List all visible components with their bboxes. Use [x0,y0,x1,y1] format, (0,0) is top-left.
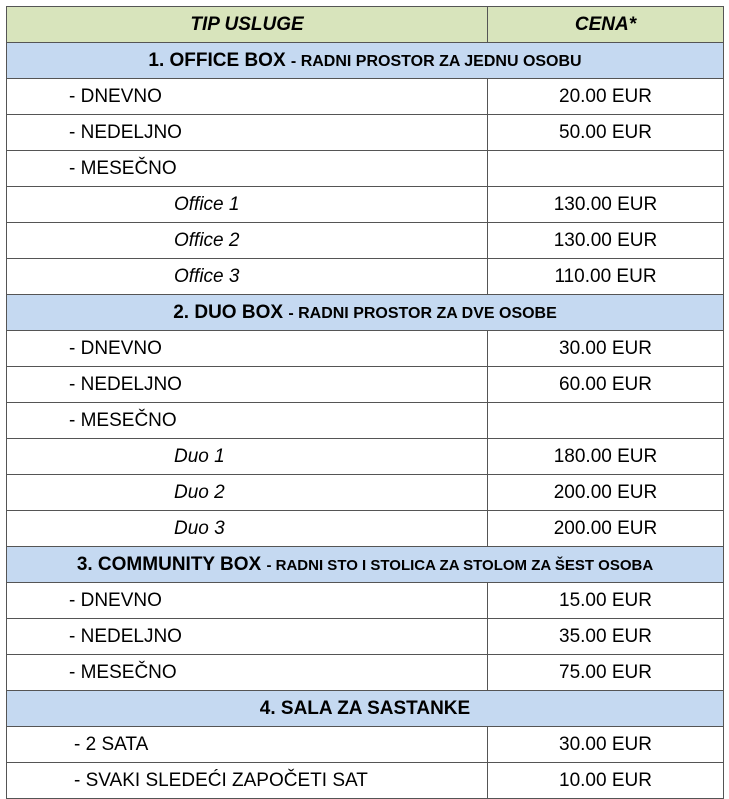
row-price: 50.00 EUR [488,115,724,151]
section-subtitle: - RADNI PROSTOR ZA DVE OSOBE [288,304,557,322]
row-label: - NEDELJNO [7,115,488,151]
table-row [7,151,724,187]
header-service-type: TIP USLUGE [7,7,488,43]
row-price: 200.00 EUR [488,511,724,547]
table-row [7,331,724,367]
section-subtitle: - RADNI PROSTOR ZA JEDNU OSOBU [290,52,582,70]
row-price: 15.00 EUR [488,583,724,619]
row-label: Office 1 [7,187,488,223]
row-label: - DNEVNO [7,583,488,619]
row-label: - DNEVNO [7,331,488,367]
table-row [7,223,724,259]
table-row [7,115,724,151]
table-row [7,439,724,475]
row-price: 10.00 EUR [488,763,724,799]
row-label: - MESEČNO [7,403,488,439]
table-row [7,655,724,691]
table-row [7,403,724,439]
table-header-row [7,7,724,43]
row-label: - 2 SATA [7,727,488,763]
row-label: - MESEČNO [7,655,488,691]
header-price: CENA* [488,7,724,43]
section-meeting-room [7,691,724,727]
row-price [488,151,724,187]
section-community-box [7,547,724,583]
row-price: 60.00 EUR [488,367,724,403]
row-price: 200.00 EUR [488,475,724,511]
table-row [7,79,724,115]
section-title: 3. COMMUNITY BOX [76,553,262,575]
row-price: 20.00 EUR [488,79,724,115]
table-row [7,727,724,763]
row-price: 30.00 EUR [488,331,724,367]
row-price: 30.00 EUR [488,727,724,763]
row-label: Duo 2 [7,475,488,511]
section-title: 2. DUO BOX [173,301,284,323]
section-office-box [7,43,724,79]
row-label: - MESEČNO [7,151,488,187]
table-row [7,763,724,799]
price-table [6,6,724,799]
row-label: Duo 3 [7,511,488,547]
row-label: Duo 1 [7,439,488,475]
table-row [7,259,724,295]
row-price: 75.00 EUR [488,655,724,691]
section-title: 4. SALA ZA SASTANKE [259,697,471,719]
row-label: - NEDELJNO [7,367,488,403]
row-price: 130.00 EUR [488,187,724,223]
row-label: - DNEVNO [7,79,488,115]
row-price [488,403,724,439]
row-price: 35.00 EUR [488,619,724,655]
section-duo-box [7,295,724,331]
row-label: Office 2 [7,223,488,259]
row-price: 110.00 EUR [488,259,724,295]
table-row [7,511,724,547]
table-row [7,187,724,223]
table-row [7,583,724,619]
table-row [7,367,724,403]
row-label: Office 3 [7,259,488,295]
table-row [7,475,724,511]
row-label: - SVAKI SLEDEĆI ZAPOČETI SAT [7,763,488,799]
table-row [7,619,724,655]
section-subtitle: - RADNI STO I STOLICA ZA STOLOM ZA ŠEST OSOBA [266,556,654,574]
section-title: 1. OFFICE BOX [148,49,286,71]
row-price: 130.00 EUR [488,223,724,259]
row-price: 180.00 EUR [488,439,724,475]
row-label: - NEDELJNO [7,619,488,655]
